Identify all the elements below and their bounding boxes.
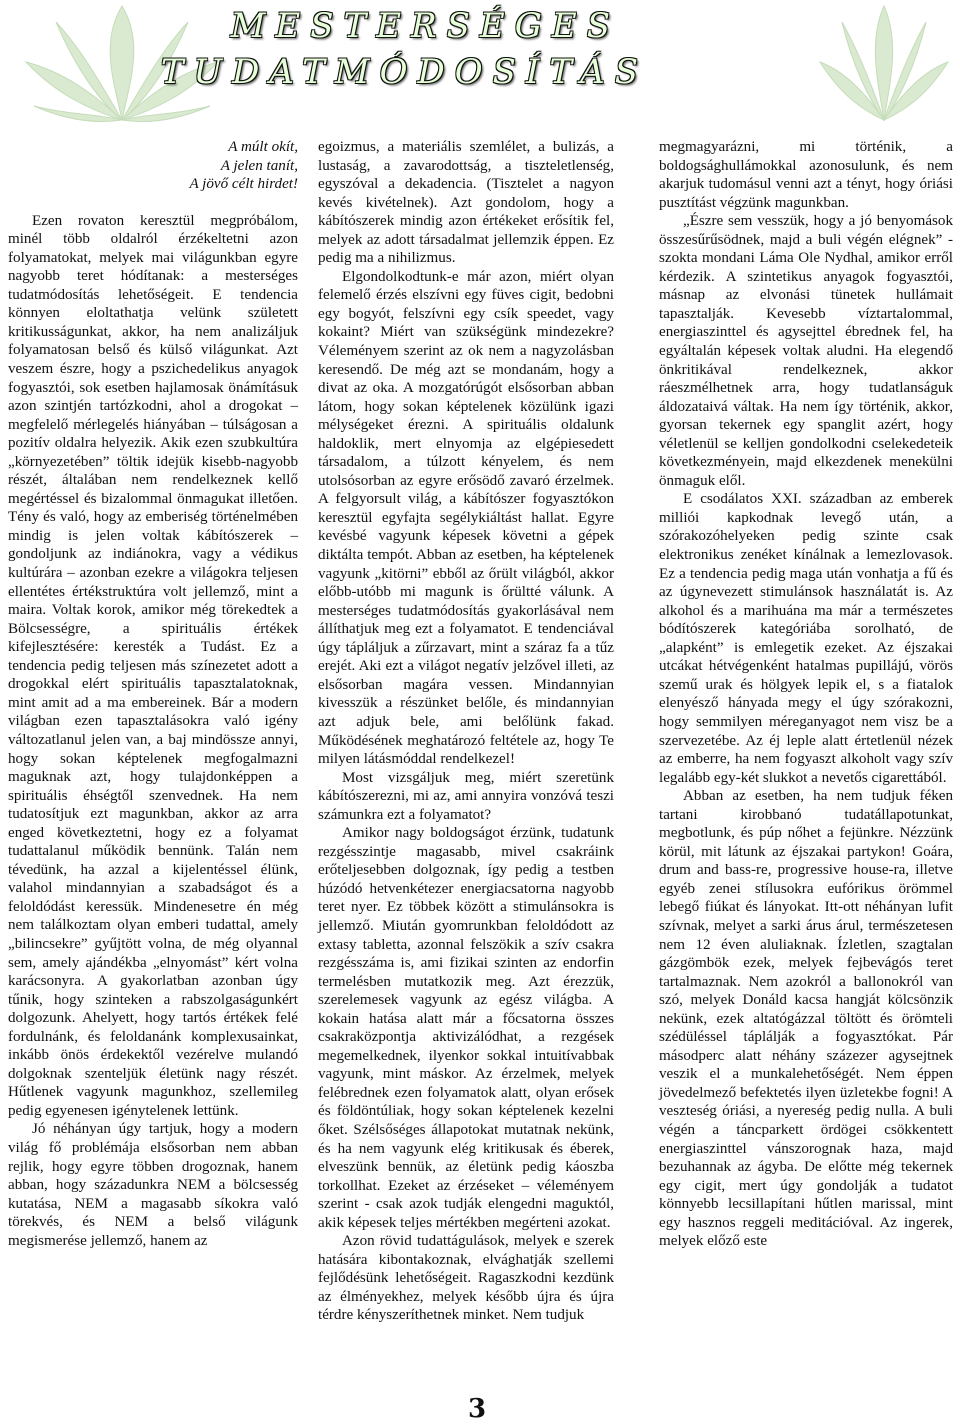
page-title-line1: MESTERSÉGES [230,6,620,46]
motto-line: A jövő célt hirdet! [189,176,298,193]
page-header [0,0,960,128]
text-column-1 [8,138,298,1250]
text-column-2 [318,138,614,1325]
cannabis-leaf-icon [810,2,958,126]
motto-line: A jelen tanít, [220,157,298,174]
paragraph: Amikor nagy boldogságot érzünk, tudatunk rezgésszintje magasabb, mivel csakráink erőteljesebben dolgoznak, így pedig a testben húzódó hetvenkétezer energiacsatorna nagyobb teret nyer. Ez többek között a stimulánsokra is jellemző. Miután gyomrunkban feloldódott az extasy tabletta, azonnal felszökik a szív csakra rezgésszáma is, ami fizikai szinten az endorfin termelésben mutatkozik meg. Azt érezzük, szerelemesek vagyunk az egész világba. A kokain hatása alatt már a főcsatorna összes csakraközpontja aktivizálódhat, a rezgések megemelkednek, ilyenkor sokkal intuitívabbak vagyunk, mint máskor. Az érzelmek, melyek felébrednek ezen folyamatok alatt, olyan erősek és földöntúliak, hogy sokan képtelenek kezelni őket. Szélsőséges állapotokat mutatnak nekünk, és ha nem vagyunk elég kritikusak és éberek, elveszünk bennük, az életünk pedig káoszba torkollhat. Ezeket az érzéseket – véleményem szerint - csak azok tudják elengedni maguktól, akik képesek teljes mértékben megérteni azokat. [318,825,614,1231]
paragraph: E csodálatos XXI. században az emberek milliói kapkodnak levegő után, a szórakozóhelyeken pedig szinte csak elektronikus zenéket kínálnak a lemezlovasok. Ez a tendencia pedig maga után vonhatja a fű és az úgynevezett stimulánsok használatát is. Az alkohol és a marihuána ma már a természetes bódítószerek kategóriába sorolható, de „alapként” is emlegetik ezeket. Az éjszakai utcákat hétvégenként hatalmas pupillájú, vörös szemű urak és hölgyek lepik el, s a fiatalok elenyésző hányada megy el úgy szórakozni, hogy semmilyen méreganyagot nem visz be a szervezetébe. Az éj leple alatt értetlenül nézek az emberre, ha nem fogyaszt alkoholt vagy szív legalább egy-két slukkot a nevetős cigarettából. [659,491,953,786]
paragraph: „Észre sem vesszük, hogy a jó benyomások összesűrűsödnek, majd a buli végén elégnek” - szokta mondani Láma Ole Nydhal, amikor erről kérdezik. A szintetikus anyagok fogyasztói, másnap az elvonási tünetek hullámait tapasztalják. Kevesebb víztartalommal, energiaszinttel és agysejttel ébrednek fel, ha egyáltalán képesek voltak aludni. Ha elegendő önkritikával rendelkeznek, akkor ráeszmélhetnek arra, hogy tudatlanságuk áldozataivá váltak. Ha nem így történik, akkor, gyorsan tekernek egy spanglit azért, hogy véletlenül se kelljen gondolkodni cselekedeteik következményein, majd elkezdenek menekülni önmaguk elől. [659,213,953,489]
paragraph: Ezen rovaton keresztül megpróbálom, minél több oldalról érzékeltetni azon folyamatokat, melyek mai világunkban egyre nagyobb teret hódítanak: a mesterséges tudatmódosítás lehetőségeit. E tendencia könnyen eloltathatja velünk született kritikusságunkat, akkor, ha nem analizáljuk folyamatosan belső és külső világunkat. Azt veszem észre, hogy a pszichedelikus anyagok fogyasztói, sok esetben hajlamosak önámításuk azon szintjén tartózkodni, ahol a drogokat – megfelelő mérlegelés hiányában – túlságosan a pozitív oldalra helyezik. Akik ezen szubkultúra „környezetében” töltik idejük kisebb-nagyobb részét, általában nem rendelkeznek kellő megértéssel és bizalommal önmagukat illetően. Tény és való, hogy az emberiség történelmében mindig is jelen voltak kábítószerek – gondoljunk az indiánokra, vagy a védikus kultúrára – azonban ezekre a világokra teljesen ellentétes értékstruktúra volt jellemző, mint a maira. Voltak korok, amikor még törekedtek a Bölcsességre, a spirituális értékek kifejlesztésére: keresték a Tudást. Ez a tendencia pedig teljesen más színezetet adott a drogokkal elért spirituális tapasztalatoknak, mint amit ad a ma embereinek. Bár a modern világban ezen tapasztalásokra való igény változatlanul jelen van, a baj mindössze annyi, hogy sokan képtelenek megfogalmazni maguknak azt, hogy tulajdonképpen a spirituális éhségtől szenvednek. Ha nem tudatosítjuk ezt magunkban, akkor az arra enged következtetni, hogy ez a folyamat tudattalanul működik bennünk. Talán nem tévedünk, ha azzal a kijelentéssel élünk, valahol mindannyian a szabadságot és a feloldódást keressük. Mindenesetre én még nem találkoztam olyan emberi tudattal, amely „bilincsekre” gyűjtött volna, de még olyannal sem, amely ajándékba „elnyomást” kért volna karácsonyra. A gyakorlatban azonban úgy tűnik, hogy szinteken a rabszolgaságunkért dolgozunk. Ahelyett, hogy tartós értékek felé fordulnánk, és feloldanánk komplexusainkat, inkább önös érdekektől vezérelve mulandó dolgoknak szenteljük életünk nagy részét. Hűtlenek vagyunk magunkhoz, szellemileg pedig egyenesen igénytelenek lettünk. [8,212,298,1119]
motto-line: A múlt okít, [228,139,298,155]
paragraph: Jó néhányan úgy tartjuk, hogy a modern világ fő problémája elsősorban nem abban rejlik, hogy egyre többen drogoznak, hanem abban, hogy századunkra NEM a bölcsesség kutatása, NEM a magasabb síkokra való törekvés, és NEM a belső világunk megismerése jellemző, hanem az [8,1121,298,1249]
text-column-3 [659,138,953,1251]
paragraph: Abban az esetben, ha nem tudjuk féken tartani kirobbanó tudatállapotunkat, megbotlunk, és púp nőhet a fejünkre. Nézzünk körül, mit látunk az éjszakai partykon! Goára, drum and bass-re, progressive house-ra, illetve egyéb zenei stílusokra eufórikus örömmel lebegő fiúkat és lányokat. Itt-ott néhányan lufit szívnak, melyet a sarki árus árul, természetesen nem 12 éven aluliaknak. Ízletlen, szagtalan gázgömbök ezek, melyek fejbevágós teret tartalmaznak. Nem azokról a ballonokról van szó, melyek Donáld kacsa hangját kölcsönzik nekünk, ezek altatógázzal töltött és örömteli szédüléssel táplálják a fogyasztókat. Pár másodperc alatt néhány százezer agysejtnek veszik el a munkalehetőségét. Nem éppen jövedelmező befektetés ilyen üzletekbe fogni! A veszteség óriási, a nyereség pedig nulla. A buli végén a táncparkett ördögei csökkentett energiaszinttel vánszorognak haza, majd bezuhannak az ágyba. De előtte még tekernek egy cigit, mert úgy gondolják a tudatot könnyebb lecsillapítani hűtlen marissal, mint egy hasznos reggeli meditációval. Az ingerek, melyek előző este [659,788,953,1250]
paragraph: Most vizsgáljuk meg, miért szeretünk kábítószerezni, mi az, ami annyira vonzóvá teszi számunkra ezt a folyamatot? [318,769,614,823]
paragraph: Elgondolkodtunk-e már azon, miért olyan felemelő érzés elszívni egy füves cigit, bedobni egy bogyót, felszívni egy csík speedet, vagy kokaint? Miért van szükségünk mindezekre? Véleményem szerint az ok nem a nagyzolásban keresendő. De még azt se mondanám, hogy a divat az oka. A mozgatórúgót elsősorban abban látom, hogy sokan képtelenek közülünk igazi mélységeket érezni. A spirituális oldalunk haldoklik, mert elnyomja az elgépiesedett társadalom, a túlzott kényelem, és nem utolsósorban az egyre erősödő zavaró érzelmek. A felgyorsult világ, a kábítószer fogyasztókon keresztül egyfajta segélykiáltást hallat. Egyre kevésbé vagyunk képesek követni a gépek diktálta tempót. Abban az esetben, ha képtelenek vagyunk „kitörni” ebből az őrült világból, akkor előbb-utóbb mi magunk is őrültté válunk. A mesterséges tudatmódosítás gyakorlásával nem állíthatjuk meg ezt a folyamatot. E tendenciával úgy tápláljuk a zűrzavart, mint a száraz fa a tűz erejét. Aki ezt a világot negatív jelzővel illeti, az elsősorban magára vessen. Mindannyian kivesszük a részünket belőle, és mindannyian azt adjuk bele, ami belőlünk fakad. Működésének meghatározó feltétele az, hogy Te milyen látásmóddal rendelkezel! [318,268,614,768]
motto [8,138,298,194]
page-number: 3 [468,1394,487,1424]
page-title-line2: TUDATMÓDOSÍTÁS [160,52,648,92]
paragraph: egoizmus, a materiális szemlélet, a bulizás, a lustaság, a zavarodottság, a tiszteletlenség, egyszóval a dekadencia. (Tisztelet a nagyon kevés kivételnek). Azt gondolom, hogy a kábítószerek mindig azon értékeket erősítik fel, melyek az adott társadalmat jellemzik éppen. Ez pedig ma a nihilizmus. [318,139,614,267]
paragraph: megmagyarázni, mi történik, a boldogsághullámokkal azonosulunk, és nem akarjuk tudomásul venni azt a tényt, hogy óriási pusztítást végzünk magunkban. [659,139,953,211]
paragraph: Azon rövid tudattágulások, melyek e szerek hatására kibontakoznak, elvághatják szellemi fejlődésünk lehetőségeit. Ragaszkodni kezdünk az élményekhez, melyek később újra és újra térdre kényszeríthetnek minket. Nem tudjuk [318,1233,614,1324]
